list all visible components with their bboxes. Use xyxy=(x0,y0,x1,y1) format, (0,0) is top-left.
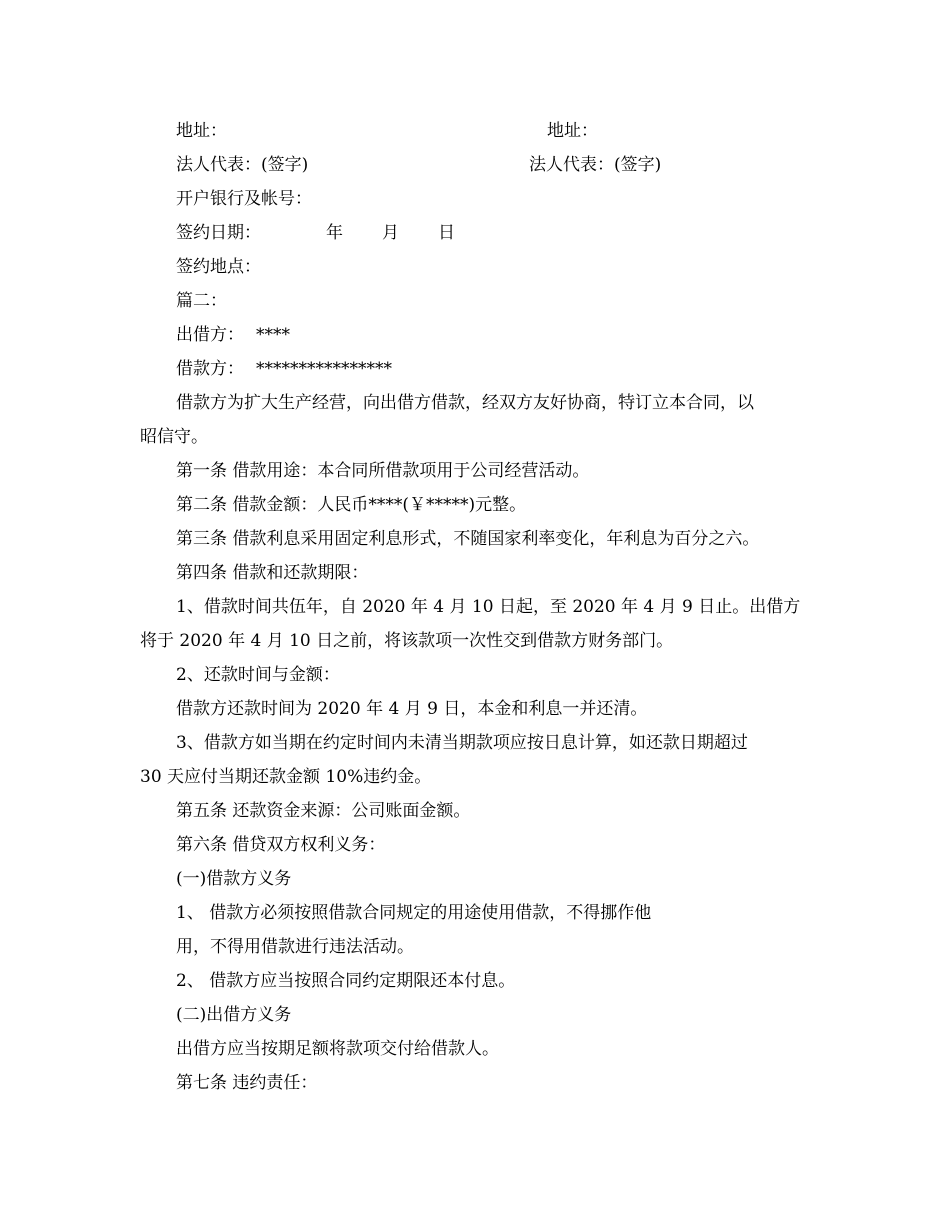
article-6: 第六条 借贷双方权利义务： xyxy=(176,835,386,855)
signing-date-year: 年 xyxy=(326,223,343,243)
lender-value: **** xyxy=(256,325,290,345)
address-left: 地址： xyxy=(176,121,227,141)
article-4-item-2: 2、还款时间与金额： xyxy=(176,665,340,685)
article-4: 第四条 借款和还款期限： xyxy=(176,563,369,583)
article-4-item-3-line-2: 30 天应付当期还款金额 10%违约金。 xyxy=(140,767,432,787)
article-6-duty-2: 2、 借款方应当按照合同约定期限还本付息。 xyxy=(176,971,516,991)
preamble-line-2: 昭信守。 xyxy=(140,427,208,447)
bank-account-line: 开户银行及帐号： xyxy=(176,189,312,209)
article-7: 第七条 违约责任： xyxy=(176,1073,318,1093)
article-3: 第三条 借款利息采用固定利息形式，不随国家利率变化，年利息为百分之六。 xyxy=(176,529,760,549)
lender-line xyxy=(140,324,814,346)
article-4-item-1-line-2: 将于 2020 年 4 月 10 日之前，将该款项一次性交到借款方财务部门。 xyxy=(140,631,674,651)
article-6-duty-1-line-1: 1、 借款方必须按照借款合同规定的用途使用借款，不得挪作他 xyxy=(176,903,652,923)
article-4-item-2-detail: 借款方还款时间为 2020 年 4 月 9 日，本金和利息一并还清。 xyxy=(176,699,648,719)
signing-date-month: 月 xyxy=(382,223,399,243)
article-2: 第二条 借款金额：人民币****(￥*****)元整。 xyxy=(176,495,527,515)
signing-place-line: 签约地点： xyxy=(176,257,261,277)
article-6-lender-duties: (二)出借方义务 xyxy=(176,1005,292,1025)
legal-rep-right: 法人代表：(签字) xyxy=(529,155,662,175)
article-4-item-3-line-1: 3、借款方如当期在约定时间内未清当期款项应按日息计算，如还款日期超过 xyxy=(176,733,748,753)
borrower-line xyxy=(140,358,814,380)
article-6-duty-1-line-2: 用，不得用借款进行违法活动。 xyxy=(176,937,414,957)
section-title: 篇二： xyxy=(176,291,227,311)
lender-label: 出借方： xyxy=(176,325,244,345)
article-6-lender-duty-detail: 出借方应当按期足额将款项交付给借款人。 xyxy=(176,1039,499,1059)
article-5: 第五条 还款资金来源：公司账面金额。 xyxy=(176,801,471,821)
borrower-label: 借款方： xyxy=(176,359,244,379)
address-right: 地址： xyxy=(547,121,598,141)
preamble-line-1: 借款方为扩大生产经营，向出借方借款，经双方友好协商，特订立本合同，以 xyxy=(176,393,754,413)
article-6-borrower-duties: (一)借款方义务 xyxy=(176,869,292,889)
article-1: 第一条 借款用途：本合同所借款项用于公司经营活动。 xyxy=(176,461,590,481)
legal-rep-left: 法人代表：(签字) xyxy=(176,155,309,175)
signing-date-day: 日 xyxy=(438,223,455,243)
signing-date-label: 签约日期： xyxy=(176,223,261,243)
borrower-value: **************** xyxy=(256,359,392,379)
article-4-item-1-line-1: 1、借款时间共伍年，自 2020 年 4 月 10 日起，至 2020 年 4 月 9 日止。出借方 xyxy=(176,597,801,617)
